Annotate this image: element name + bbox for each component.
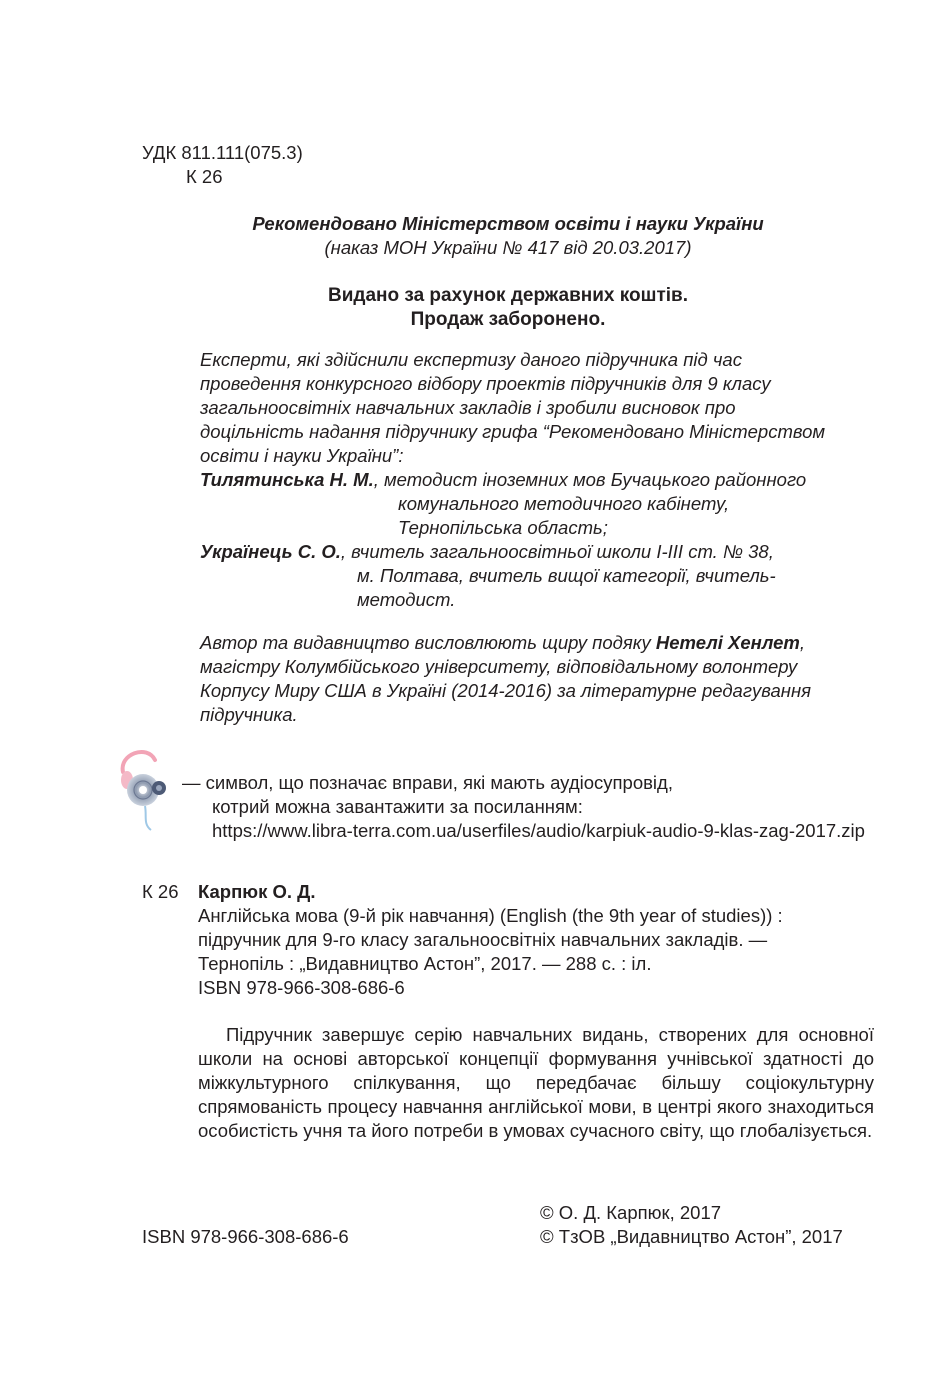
bibliography-author: Карпюк О. Д. <box>198 881 316 902</box>
udk-code: УДК 811.111(075.3) <box>142 142 303 163</box>
reviewer-1-detail-line: комунального методичного кабінету, <box>398 493 730 514</box>
sale-prohibited-notice: Продаж заборонено. <box>410 309 606 330</box>
reviewer-1-position: , методист іноземних мов Бучацького районного <box>373 469 807 490</box>
ack-line: Корпусу Миру США в Україні (2014-2016) за літературне редагування <box>200 680 812 701</box>
ack-line: магістру Колумбійського університету, відповідальному волонтеру <box>200 656 798 677</box>
experts-intro-line: доцільність надання підручнику грифа “Рекомендовано Міністерством <box>200 421 826 442</box>
reviewer-1-name: Тилятинська Н. М. <box>200 469 374 490</box>
experts-intro-line: Експерти, які здійснили експертизу даного підручника під час <box>200 349 742 370</box>
copyright-publisher: © ТзОВ „Видавництво Астон”, 2017 <box>540 1226 843 1247</box>
bibliography-entry <box>198 880 878 1000</box>
audio-download-link[interactable]: https://www.libra-terra.com.ua/userfiles/audio/karpiuk-audio-9-klas-zag-2017.zip <box>212 820 865 841</box>
ministry-recommendation <box>0 212 952 260</box>
recommendation-order: (наказ МОН України № 417 від 20.03.2017) <box>324 237 692 258</box>
reviewer-2-line <box>200 540 774 564</box>
footer-isbn: ISBN 978-966-308-686-6 <box>142 1226 349 1247</box>
bibliography-isbn: ISBN 978-966-308-686-6 <box>198 977 405 998</box>
audio-note-line: котрий можна завантажити за посиланням: <box>212 796 583 817</box>
copyright-author: © О. Д. Карпюк, 2017 <box>540 1202 722 1223</box>
reviewer-1-line <box>200 468 900 492</box>
author-index-top: К 26 <box>186 166 223 187</box>
experts-intro-line: загальноосвітніх навчальних закладів і зробили висновок про <box>200 397 736 418</box>
copyright-block <box>540 1201 843 1249</box>
bibliography-line: Тернопіль : „Видавництво Астон”, 2017. — 288 с. : іл. <box>198 953 652 974</box>
bibliography-index: К 26 <box>142 881 179 902</box>
experts-intro-line: проведення конкурсного відбору проектів підручників для 9 класу <box>200 373 771 394</box>
audio-note-line: — символ, що позначає вправи, які мають аудіосупровід, <box>182 772 673 793</box>
reviewer-2-position: , вчитель загальноосвітньої школи І-ІІІ ст. № 38, <box>340 541 774 562</box>
ack-editor-name: Нетелі Хенлет <box>655 632 800 653</box>
ack-text: Автор та видавництво висловлюють щиру подяку <box>200 632 656 653</box>
experts-intro-line: освіти і науки України”: <box>200 445 404 466</box>
reviewer-1-detail-line: Тернопільська область; <box>398 517 608 538</box>
reviewer-2-detail-line: м. Полтава, вчитель вищої категорії, вчитель- <box>357 565 776 586</box>
ack-line: підручника. <box>200 704 298 725</box>
reviewer-1-details <box>398 492 729 540</box>
experts-section <box>200 348 900 492</box>
reviewer-2-detail-line: методист. <box>357 589 456 610</box>
headphones-disc-icon <box>113 746 175 836</box>
acknowledgement <box>200 631 900 727</box>
ack-text: , <box>799 632 805 653</box>
bibliography-line: підручник для 9-го класу загальноосвітніх навчальних закладів. — <box>198 929 768 950</box>
publication-notice <box>0 284 952 332</box>
annotation-paragraph: Підручник завершує серію навчальних видань, створених для основної школи на основі авторської концепції формування учнівської здатності до міжкультурного спілкування, що передбачає більшу соціокультурну спрямованість процесу навчання англійської мови, в центрі якого знаходиться особистість учня та його потреби в умовах сучасного світу, що глобалізується. <box>198 1024 874 1141</box>
recommendation-title: Рекомендовано Міністерством освіти і науки України <box>252 213 764 234</box>
state-funded-notice: Видано за рахунок державних коштів. <box>327 285 689 306</box>
bibliography-line: Англійська мова (9-й рік навчання) (English (the 9th year of studies)) : <box>198 905 783 926</box>
reviewer-2-name: Українець С. О. <box>200 541 341 562</box>
audio-note <box>182 771 865 843</box>
reviewer-2-details <box>357 564 776 612</box>
